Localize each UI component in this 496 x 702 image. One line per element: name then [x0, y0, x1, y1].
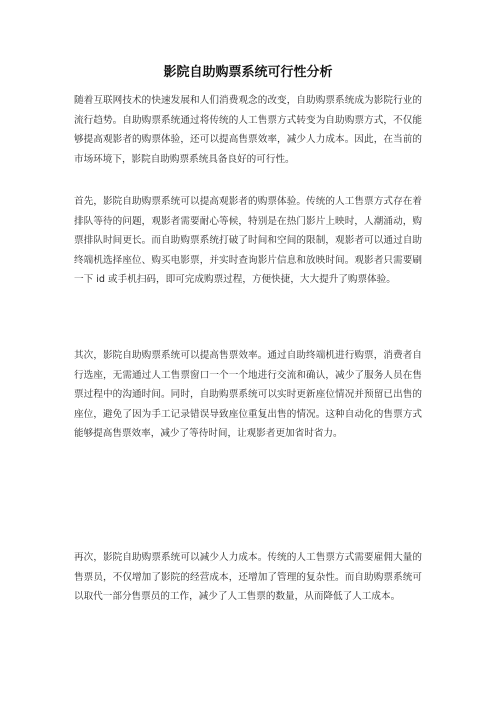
paragraph-experience: 首先，影院自助购票系统可以提高观影者的购票体验。传统的人工售票方式存在着排队等待的问题，观影者需要耐心等候，特别是在热门影片上映时，人潮涌动，购票排队时间更长。而自助购票系统打破了时间和空间的限制，观影者可以通过自助终端机选择座位、购买电影票，并实时查询影片信息和放映时间。观影者只需要刷一下 id 或手机扫码，即可完成购票过程，方便快捷，大大提升了购票体验。 — [74, 196, 422, 285]
paragraph-cost: 再次，影院自助购票系统可以减少人力成本。传统的人工售票方式需要雇佣大量的售票员，不仅增加了影院的经营成本，还增加了管理的复杂性。而自助购票系统可以取代一部分售票员的工作，减少了人工售票的数量，从而降低了人工成本。 — [74, 552, 422, 602]
paragraph-intro: 随着互联网技术的快速发展和人们消费观念的改变，自助购票系统成为影院行业的流行趋势。自助购票系统通过将传统的人工售票方式转变为自助购票方式，不仅能够提高观影者的购票体验，还可以提高售票效率，减少人力成本。因此，在当前的市场环境下，影院自助购票系统具备良好的可行性。 — [74, 95, 422, 165]
document-title: 影院自助购票系统可行性分析 — [163, 65, 333, 80]
paragraph-efficiency: 其次，影院自助购票系统可以提高售票效率。通过自助终端机进行购票，消费者自行选座，无需通过人工售票窗口一个一个地进行交流和确认，减少了服务人员在售票过程中的沟通时间。同时，自助购票系统可以实时更新座位情况并预留已出售的座位，避免了因为手工记录错误导致座位重复出售的情况。这种自动化的售票方式能够提高售票效率，减少了等待时间，让观影者更加省时省力。 — [74, 350, 422, 439]
